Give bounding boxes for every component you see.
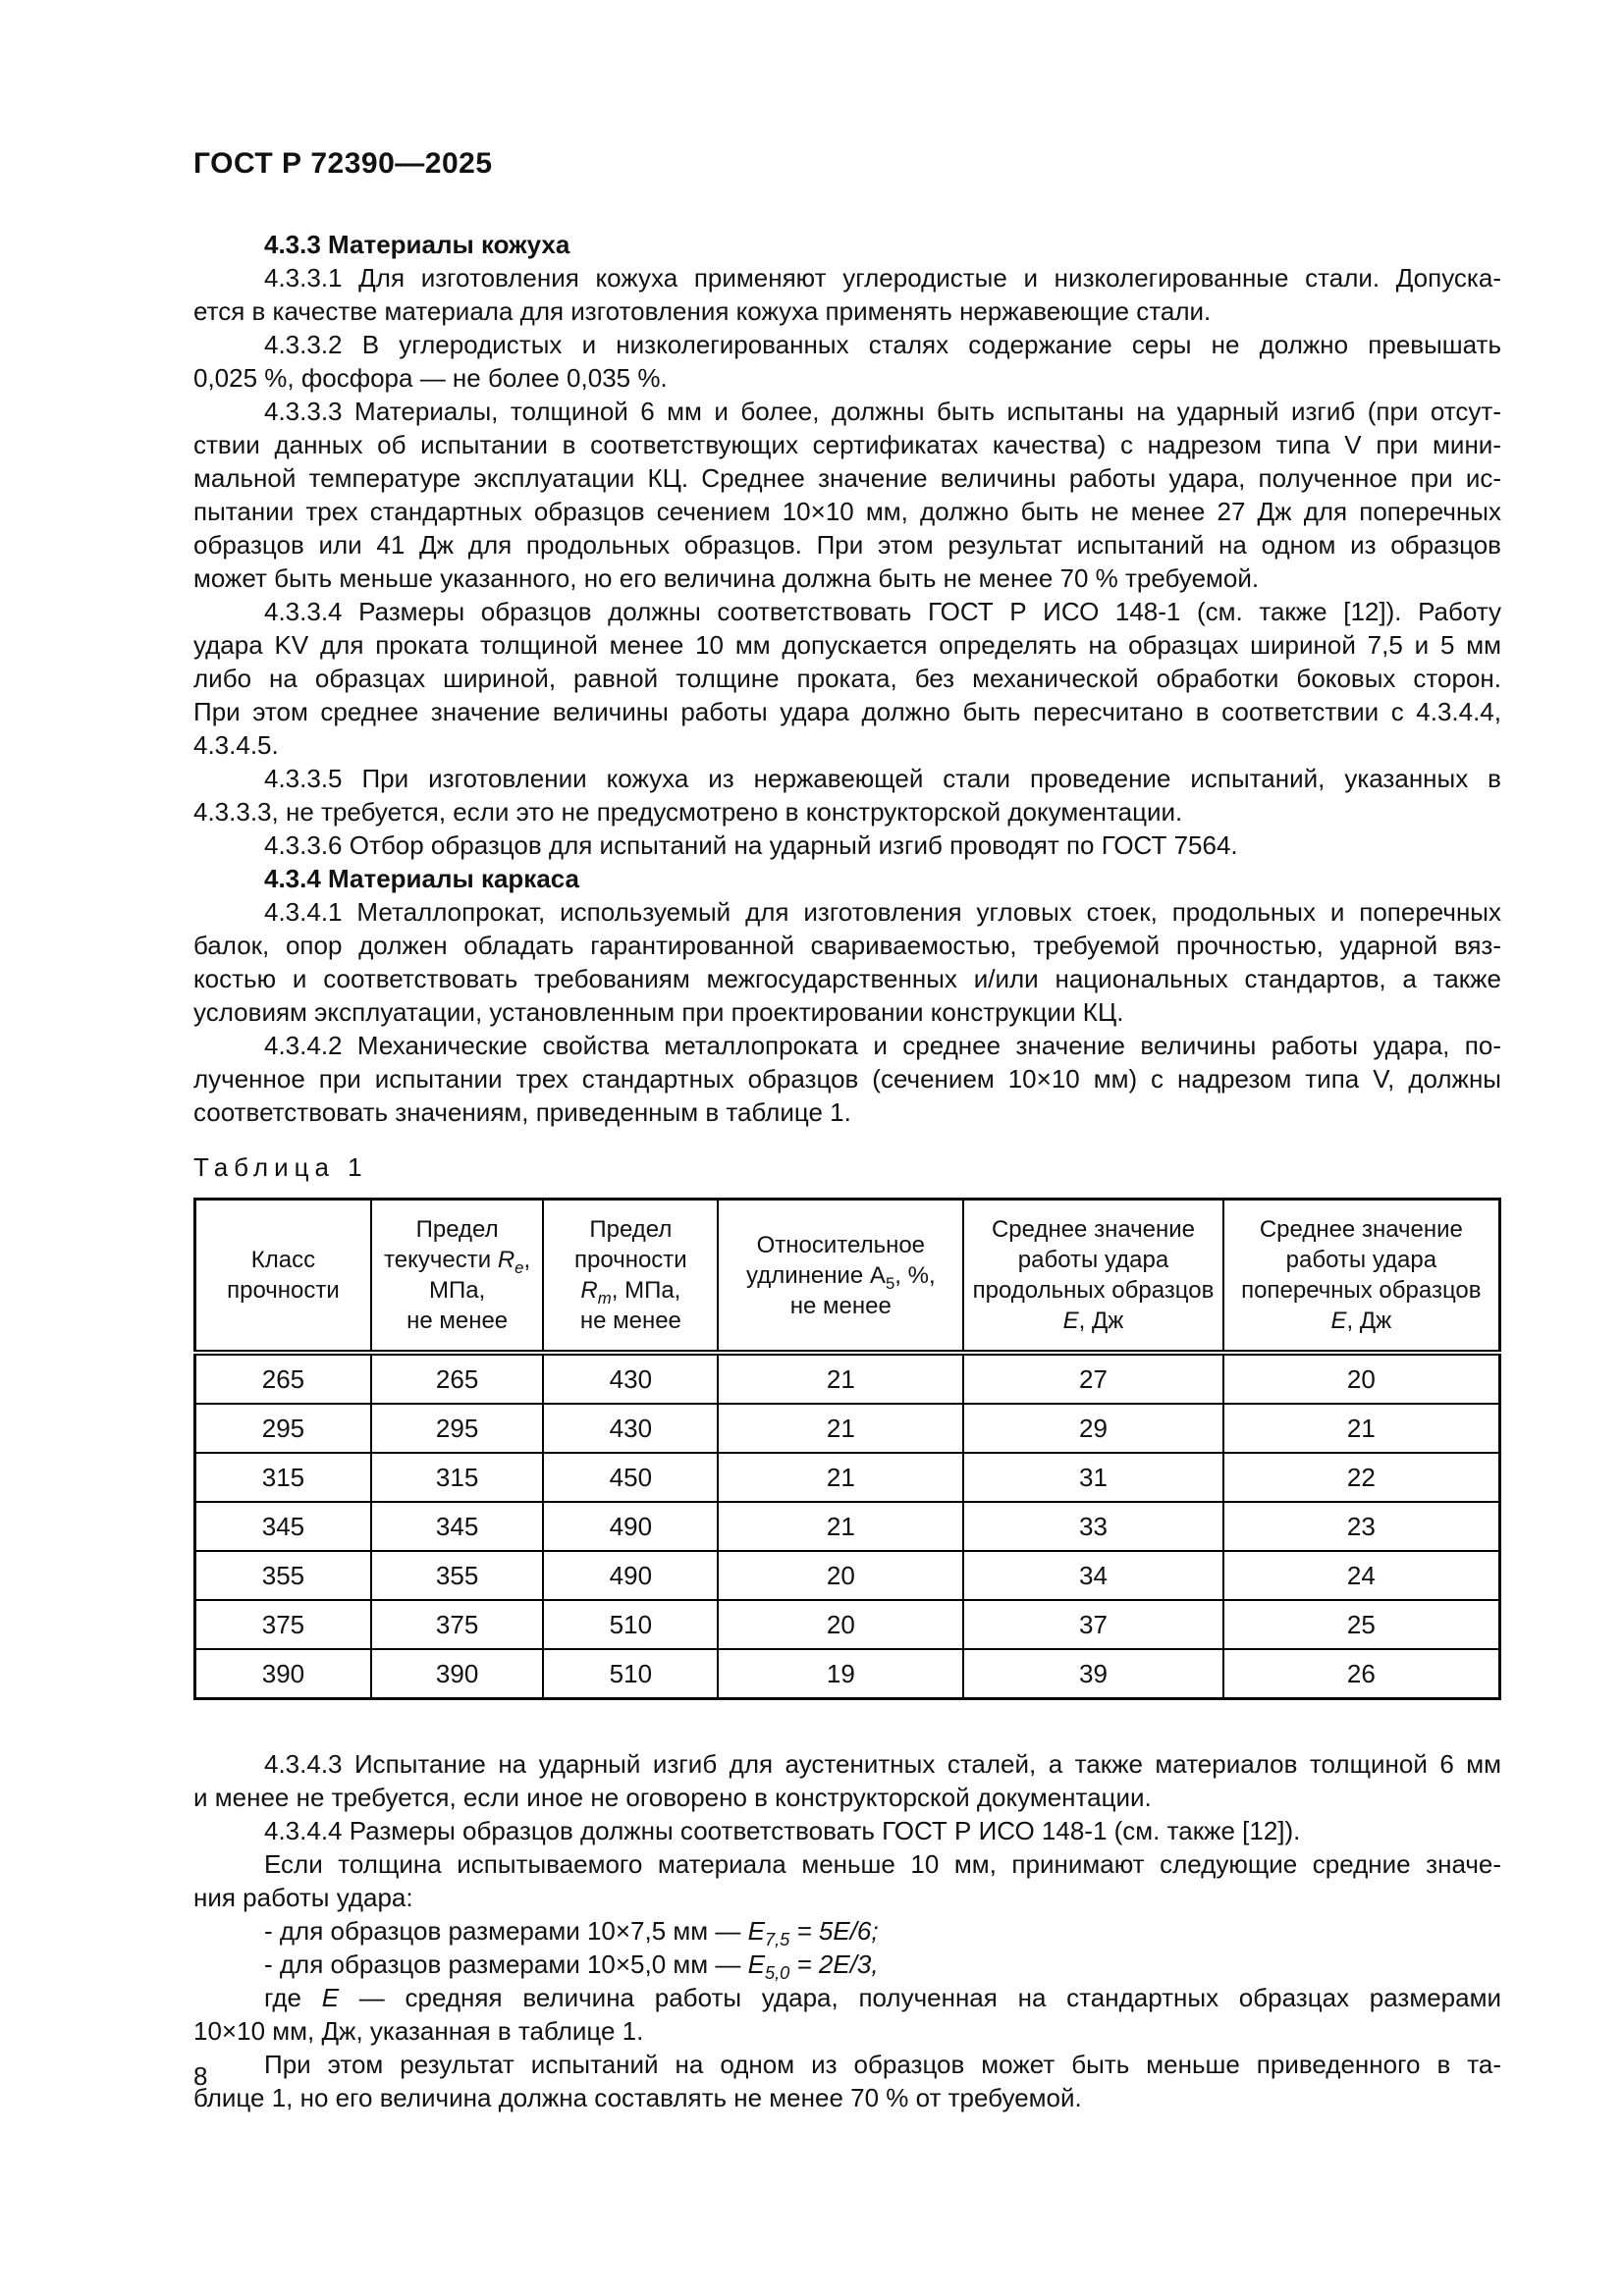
text-line: 4.3.3.3 Материалы, толщиной 6 мм и более, должны быть испытаны на ударный изгиб (при отсут- xyxy=(264,397,1501,426)
document-header: ГОСТ Р 72390—2025 xyxy=(193,147,493,180)
table-cell: 265 xyxy=(195,1353,371,1404)
table-1 xyxy=(193,1198,1501,1700)
paragraph xyxy=(193,1948,1501,1984)
table-cell: 31 xyxy=(963,1453,1222,1502)
paragraph xyxy=(193,328,1501,395)
table-cell: 19 xyxy=(718,1649,963,1699)
text-blocks-after-table xyxy=(193,1747,1501,2114)
table-header-row xyxy=(195,1200,1500,1354)
paragraph xyxy=(193,2048,1501,2114)
page-number: 8 xyxy=(193,2061,208,2091)
text-line: пытании трех стандартных образцов сечением 10×10 мм, должно быть не менее 27 Дж для поперечных xyxy=(193,497,1501,526)
paragraph xyxy=(193,1981,1501,2048)
table-row xyxy=(195,1502,1500,1551)
table-row xyxy=(195,1649,1500,1699)
table-cell: 34 xyxy=(963,1551,1222,1600)
paragraph xyxy=(193,1029,1501,1129)
text-line: условиям эксплуатации, установленным при проектировании конструкции КЦ. xyxy=(193,997,1124,1027)
text-line: 4.3.4.3 Испытание на ударный изгиб для аустенитных сталей, а также материалов толщиной 6 мм xyxy=(264,1749,1501,1779)
paragraph xyxy=(193,1747,1501,1814)
table-header-cell: Предел прочности $R_m$, МПа, не менее xyxy=(543,1200,718,1354)
table-header xyxy=(195,1200,1500,1354)
table-header-cell: Относительное удлинение $А_5$, %, не менее xyxy=(718,1200,963,1354)
text-line: ется в качестве материала для изготовления кожуха применять нержавеющие стали. xyxy=(193,296,1212,326)
paragraph xyxy=(193,395,1501,595)
paragraph xyxy=(193,1914,1501,1948)
text-line: При этом среднее значение величины работы удара должно быть пересчитано в соответствии с 4.3.4.4, xyxy=(193,697,1501,726)
table-cell: 315 xyxy=(195,1453,371,1502)
table-header-cell: Класс прочности xyxy=(195,1200,371,1354)
table-cell: 490 xyxy=(543,1502,718,1551)
table-cell: 39 xyxy=(963,1649,1222,1699)
table-cell: 23 xyxy=(1223,1502,1500,1551)
table-cell: 21 xyxy=(1223,1404,1500,1453)
text-line: - для образцов размерами 10×7,5 мм — $E_{7,5} = 5E/6$; xyxy=(264,1916,879,1950)
table-body xyxy=(195,1353,1500,1699)
paragraph xyxy=(193,595,1501,762)
text-line: - для образцов размерами 10×5,0 мм — $E_{5,0} = 2E/3$, xyxy=(264,1949,879,1984)
paragraph xyxy=(193,1814,1501,1847)
table-cell: 37 xyxy=(963,1600,1222,1649)
table-row xyxy=(195,1453,1500,1502)
table-cell: 20 xyxy=(1223,1353,1500,1404)
text-line: 4.3.3.2 В углеродистых и низколегированных сталях содержание серы не должно превышать xyxy=(264,330,1501,359)
text-line: либо на образцах шириной, равной толщине проката, без механической обработки боковых сторон. xyxy=(193,664,1501,693)
table-cell: 375 xyxy=(371,1600,543,1649)
text-line: Если толщина испытываемого материала меньше 10 мм, принимают следующие средние значе- xyxy=(264,1849,1501,1879)
paragraph xyxy=(193,828,1501,862)
table-cell: 24 xyxy=(1223,1551,1500,1600)
table-cell: 21 xyxy=(718,1404,963,1453)
table-cell: 345 xyxy=(371,1502,543,1551)
table-cell: 510 xyxy=(543,1600,718,1649)
table-cell: 430 xyxy=(543,1404,718,1453)
table-cell: 490 xyxy=(543,1551,718,1600)
table-cell: 29 xyxy=(963,1404,1222,1453)
table-cell: 295 xyxy=(371,1404,543,1453)
paragraph xyxy=(193,1847,1501,1914)
table-cell: 265 xyxy=(371,1353,543,1404)
paragraph xyxy=(193,261,1501,328)
text-line: балок, опор должен обладать гарантированной свариваемостью, требуемой прочностью, ударной вяз- xyxy=(193,931,1501,960)
table-cell: 355 xyxy=(371,1551,543,1600)
table-cell: 355 xyxy=(195,1551,371,1600)
text-line: блице 1, но его величина должна составлять не менее 70 % от требуемой. xyxy=(193,2083,1082,2112)
text-blocks-before-table xyxy=(193,228,1501,1129)
text-line: 0,025 %, фосфора — не более 0,035 %. xyxy=(193,363,668,393)
text-line: 4.3.4.1 Металлопрокат, используемый для изготовления угловых стоек, продольных и поперечных xyxy=(264,897,1501,927)
text-line: 4.3.4.4 Размеры образцов должны соответствовать ГОСТ Р ИСО 148-1 (см. также [12]). xyxy=(264,1816,1301,1845)
text-line: костью и соответствовать требованиям межгосударственных и/или национальных стандартов, а также xyxy=(193,964,1501,993)
table-cell: 26 xyxy=(1223,1649,1500,1699)
table-cell: 27 xyxy=(963,1353,1222,1404)
text-line: образцов или 41 Дж для продольных образцов. При этом результат испытаний на одном из образцов xyxy=(193,530,1501,560)
text-line: 4.3.3.5 При изготовлении кожуха из нержавеющей стали проведение испытаний, указанных в xyxy=(264,764,1501,793)
text-line: 4.3.3.6 Отбор образцов для испытаний на ударный изгиб проводят по ГОСТ 7564. xyxy=(264,830,1238,860)
table-row xyxy=(195,1600,1500,1649)
table-cell: 390 xyxy=(371,1649,543,1699)
table-cell: 375 xyxy=(195,1600,371,1649)
table-cell: 315 xyxy=(371,1453,543,1502)
section-heading: 4.3.3 Материалы кожуха xyxy=(264,230,570,259)
text-line: мальной температуре эксплуатации КЦ. Среднее значение величины работы удара, полученное при ис- xyxy=(193,463,1501,493)
table-cell: 25 xyxy=(1223,1600,1500,1649)
text-line: 4.3.4.5. xyxy=(193,730,279,760)
table-header-cell: Среднее значение работы удара поперечных образцов Е, Дж xyxy=(1223,1200,1500,1354)
table-row xyxy=(195,1551,1500,1600)
text-line: 4.3.3.3, не требуется, если это не предусмотрено в конструкторской документации. xyxy=(193,797,1183,827)
table-cell: 21 xyxy=(718,1453,963,1502)
document-content xyxy=(193,228,1501,2114)
table-cell: 20 xyxy=(718,1551,963,1600)
text-line: ствии данных об испытании в соответствующих сертификатах качества) с надрезом типа V при мини- xyxy=(193,430,1501,459)
table-header-cell: Среднее значение работы удара продольных образцов Е, Дж xyxy=(963,1200,1222,1354)
text-line: 10×10 мм, Дж, указанная в таблице 1. xyxy=(193,2016,644,2046)
text-line: 4.3.4.2 Механические свойства металлопроката и среднее значение величины работы удара, по- xyxy=(264,1031,1501,1060)
table-cell: 295 xyxy=(195,1404,371,1453)
table-cell: 430 xyxy=(543,1353,718,1404)
table-cell: 390 xyxy=(195,1649,371,1699)
text-line: ния работы удара: xyxy=(193,1883,413,1912)
text-line: и менее не требуется, если иное не оговорено в конструкторской документации. xyxy=(193,1783,1152,1812)
table-row xyxy=(195,1404,1500,1453)
table-cell: 21 xyxy=(718,1353,963,1404)
table-cell: 22 xyxy=(1223,1453,1500,1502)
table-caption: Таблица 1 xyxy=(193,1152,368,1182)
text-line: 4.3.3.1 Для изготовления кожуха применяют углеродистые и низколегированные стали. Допуска- xyxy=(264,263,1501,293)
table-cell: 33 xyxy=(963,1502,1222,1551)
table-cell: 21 xyxy=(718,1502,963,1551)
table-cell: 450 xyxy=(543,1453,718,1502)
paragraph xyxy=(193,895,1501,1029)
table-row xyxy=(195,1353,1500,1404)
table-cell: 345 xyxy=(195,1502,371,1551)
text-line: где Е — средняя величина работы удара, полученная на стандартных образцах размерами xyxy=(264,1983,1502,2012)
text-line: соответствовать значениям, приведенным в таблице 1. xyxy=(193,1097,851,1127)
table-cell: 510 xyxy=(543,1649,718,1699)
table-header-cell: Предел текучести $R_е$, МПа, не менее xyxy=(371,1200,543,1354)
text-line: 4.3.3.4 Размеры образцов должны соответствовать ГОСТ Р ИСО 148-1 (см. также [12]). Работу xyxy=(264,597,1501,626)
section-heading: 4.3.4 Материалы каркаса xyxy=(264,864,580,893)
table-cell: 20 xyxy=(718,1600,963,1649)
text-line: может быть меньше указанного, но его величина должна быть не менее 70 % требуемой. xyxy=(193,563,1260,593)
paragraph xyxy=(193,762,1501,828)
text-line: лученное при испытании трех стандартных образцов (сечением 10×10 мм) с надрезом типа V, должны xyxy=(193,1064,1501,1094)
text-line: При этом результат испытаний на одном из образцов может быть меньше приведенного в та- xyxy=(264,2050,1501,2079)
text-line: удара KV для проката толщиной менее 10 мм допускается определять на образцах шириной 7,5 и 5 мм xyxy=(193,630,1501,660)
